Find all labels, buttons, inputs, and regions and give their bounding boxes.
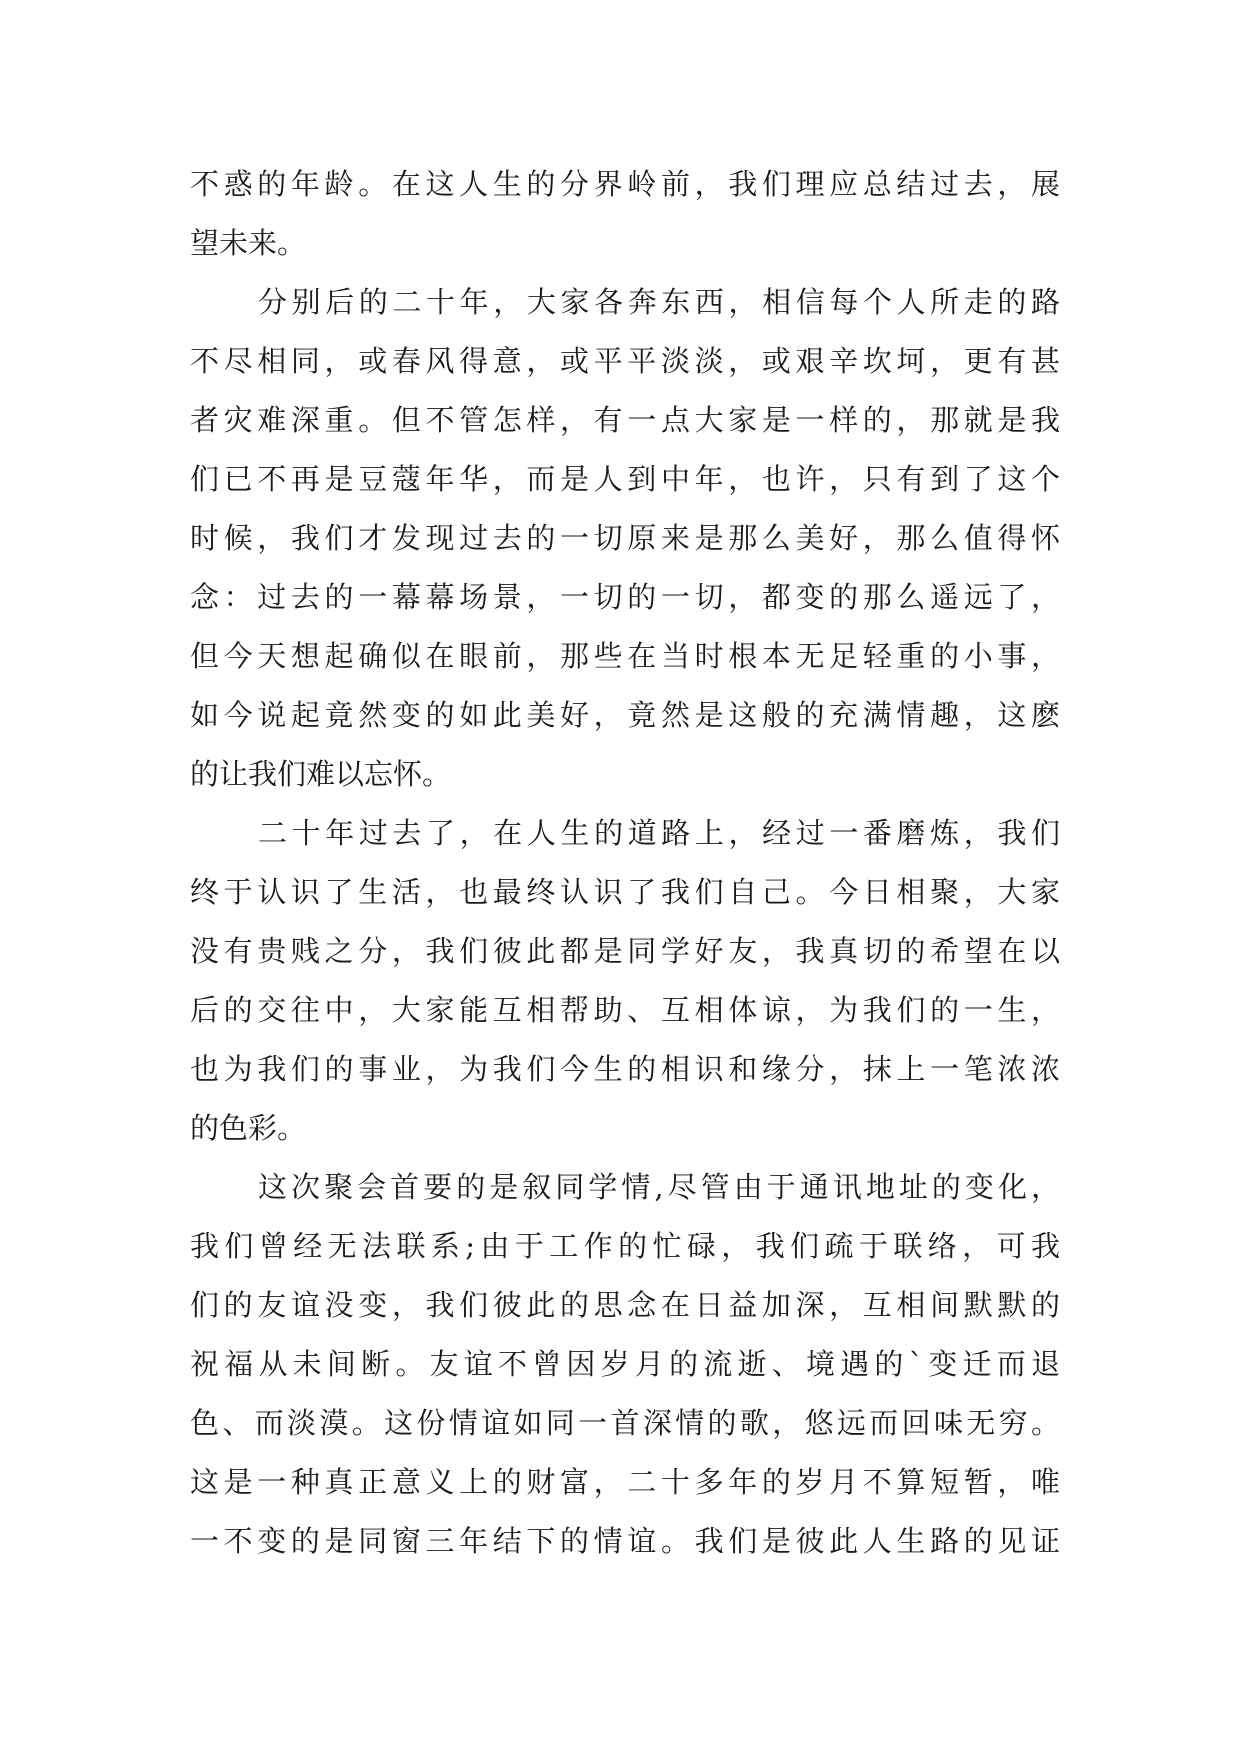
text-line: 色、而淡漠。这份情谊如同一首深情的歌，悠远而回味无穷。	[190, 1406, 1060, 1440]
text-line: 念：过去的一幕幕场景，一切的一切，都变的那么遥远了，	[190, 580, 1060, 614]
text-line: 二十年过去了，在人生的道路上，经过一番磨炼，我们	[258, 816, 1060, 850]
text-line: 后的交往中，大家能互相帮助、互相体谅，为我们的一生，	[190, 993, 1060, 1027]
text-line: 终于认识了生活，也最终认识了我们自己。今日相聚，大家	[190, 875, 1060, 909]
text-line: 时候，我们才发现过去的一切原来是那么美好，那么值得怀	[190, 521, 1060, 555]
text-line: 如今说起竟然变的如此美好，竟然是这般的充满情趣，这麽	[190, 698, 1060, 732]
text-line: 们的友谊没变，我们彼此的思念在日益加深，互相间默默的	[190, 1288, 1060, 1322]
text-line: 这次聚会首要的是叙同学情,尽管由于通讯地址的变化，	[258, 1170, 1060, 1204]
text-line: 不尽相同，或春风得意，或平平淡淡，或艰辛坎坷，更有甚	[190, 344, 1060, 378]
text-line: 祝福从未间断。友谊不曾因岁月的流逝、境遇的`变迁而退	[190, 1347, 1060, 1381]
text-line: 但今天想起确似在眼前，那些在当时根本无足轻重的小事，	[190, 639, 1060, 673]
text-line: 分别后的二十年，大家各奔东西，相信每个人所走的路	[258, 285, 1060, 319]
document-body	[190, 155, 1060, 1571]
text-line: 们已不再是豆蔻年华，而是人到中年，也许，只有到了这个	[190, 462, 1060, 496]
text-line: 者灾难深重。但不管怎样，有一点大家是一样的，那就是我	[190, 403, 1060, 437]
text-line: 一不变的是同窗三年结下的情谊。我们是彼此人生路的见证	[190, 1524, 1060, 1558]
text-line: 这是一种真正意义上的财富，二十多年的岁月不算短暂，唯	[190, 1465, 1060, 1499]
text-line: 望未来。	[190, 226, 307, 260]
text-line: 的让我们难以忘怀。	[190, 757, 452, 791]
text-line: 没有贵贱之分，我们彼此都是同学好友，我真切的希望在以	[190, 934, 1060, 968]
text-line: 不惑的年龄。在这人生的分界岭前，我们理应总结过去，展	[190, 167, 1060, 201]
text-line: 也为我们的事业，为我们今生的相识和缘分，抹上一笔浓浓	[190, 1052, 1060, 1086]
text-line: 的色彩。	[190, 1111, 307, 1145]
text-line: 我们曾经无法联系;由于工作的忙碌，我们疏于联络，可我	[190, 1229, 1060, 1263]
